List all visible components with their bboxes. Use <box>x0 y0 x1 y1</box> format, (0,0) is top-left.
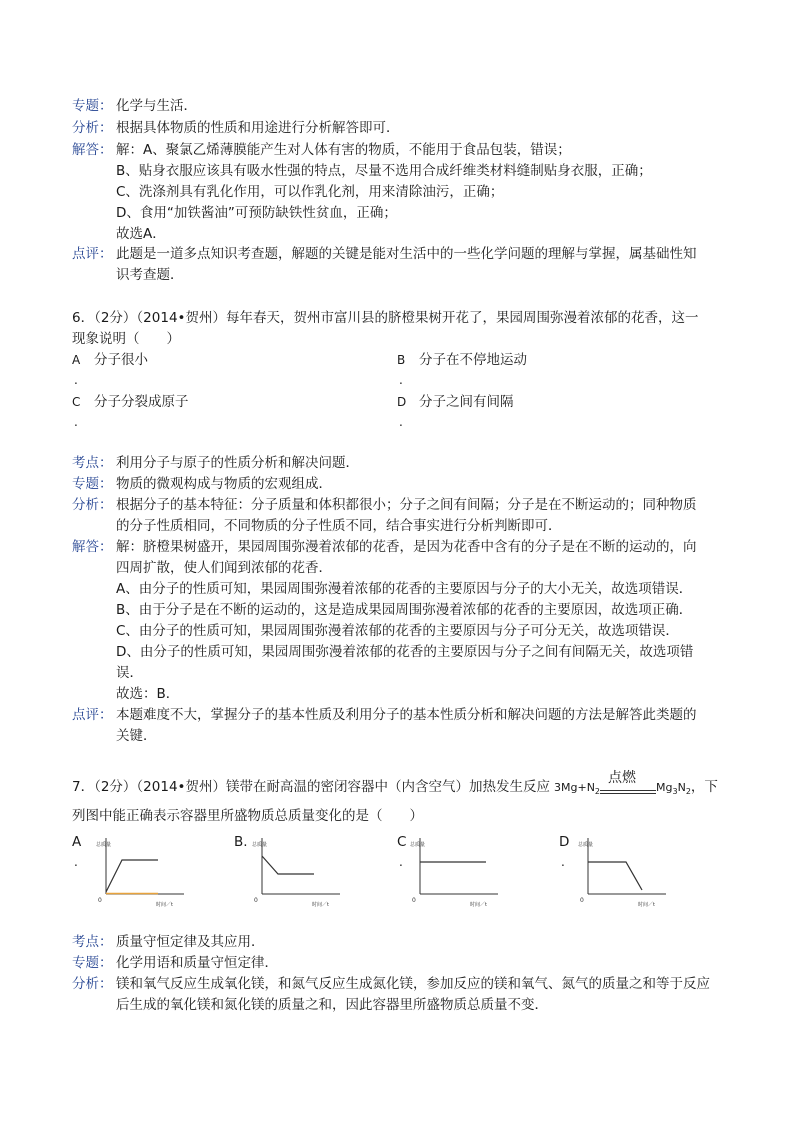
q6-option-d <box>397 392 514 412</box>
option-letter: B <box>397 353 406 367</box>
q7-stem-prefix: 7．（2分）（2014•贺州）镁带在耐高温的密闭容器中（内含空气）加热发生反应 <box>72 779 550 795</box>
eq-right-text: Mg <box>656 781 673 794</box>
q6-dianping-line-1: 关键． <box>116 728 157 744</box>
label-jieda: 解答： <box>72 142 113 158</box>
x-axis-label: 时间／t <box>312 902 329 908</box>
q7-fenxi-line-0: 镁和氧气反应生成氧化镁，和氮气反应生成氮化镁，参加反应的镁和氧气、氮气的质量之和等于反应 <box>116 976 710 992</box>
q7-option-a-letter: A <box>72 834 82 850</box>
option-dot: . <box>399 415 403 429</box>
option-dot: . <box>399 373 403 387</box>
eq-line-top <box>600 790 656 791</box>
q7-fenxi-row <box>72 974 732 994</box>
q6-fenxi-line-1: 的分子性质相同，不同物质的分子性质不同，结合事实进行分析判断即可． <box>116 518 562 534</box>
origin-label: 0 <box>412 897 416 904</box>
option-text: 分子之间有间隔 <box>419 394 514 410</box>
q6-jieda-line-4: C、由分子的性质可知，果园周围弥漫着浓郁的花香的主要原因与分子可分无关，故选项错误． <box>116 623 679 639</box>
q6-jieda-line-0: 解：脐橙果树盛开，果园周围弥漫着浓郁的花香，是因为花香中含有的分子是在不断的运动的，向 <box>116 539 697 555</box>
y-axis-label: 总质量 <box>96 842 112 848</box>
q6-dianping-row <box>72 705 732 725</box>
curve <box>106 860 158 892</box>
q6-fenxi-line-0: 根据分子的基本特征：分子质量和体积都很小；分子之间有间隔；分子是在不断运动的；同种物质 <box>116 497 697 513</box>
q7-stem-line-1: 列图中能正确表示容器里所盛物质总质量变化的是（ ） <box>72 808 423 824</box>
label-kaodian: 考点： <box>72 455 113 471</box>
q5-dianping-line-1: 识考查题． <box>116 267 184 283</box>
q6-option-c <box>72 392 189 412</box>
origin-label: 0 <box>580 897 584 904</box>
q6-zhuanti: 物质的微观构成与物质的宏观组成． <box>116 476 332 492</box>
eq-right-mid: N <box>677 781 686 794</box>
q7-zhuanti: 化学用语和质量守恒定律． <box>116 955 278 971</box>
eq-condition: 点燃 <box>608 770 637 787</box>
x-axis-label: 时间／t <box>156 902 173 908</box>
q7-stem-line-0 <box>72 770 732 802</box>
label-dianping: 点评： <box>72 707 113 723</box>
eq-line-bottom <box>600 793 656 794</box>
q7-fenxi-line-1: 后生成的氧化镁和氮化镁的质量之和，因此容器里所盛物质总质量不变． <box>116 997 548 1013</box>
q6-jieda-line-6: 误． <box>116 665 143 681</box>
q6-jieda-row <box>72 537 732 557</box>
option-dot: . <box>561 855 565 869</box>
q5-fenxi-row <box>72 118 732 138</box>
eq-right-sub2: 2 <box>685 787 691 797</box>
q7-option-b-letter: B. <box>234 834 248 850</box>
label-zhuanti: 专题： <box>72 955 113 971</box>
q7-stem-suffix: ，下 <box>690 779 718 795</box>
q6-jieda-line-2: A、由分子的性质可知，果园周围弥漫着浓郁的花香的主要原因与分子的大小无关，故选项错误． <box>116 581 693 597</box>
q5-zhuanti: 化学与生活． <box>116 98 197 114</box>
label-fenxi: 分析： <box>72 120 113 136</box>
q6-zhuanti-row <box>72 474 732 494</box>
label-dianping: 点评： <box>72 246 113 262</box>
q6-kaodian-row <box>72 453 732 473</box>
q6-jieda-line-1: 四周扩散，使人们闻到浓郁的花香． <box>116 560 332 576</box>
label-zhuanti: 专题： <box>72 476 113 492</box>
label-jieda: 解答： <box>72 539 113 555</box>
option-text: 分子在不停地运动 <box>419 352 527 368</box>
q6-jieda-line-5: D、由分子的性质可知，果园周围弥漫着浓郁的花香的主要原因与分子之间有间隔无关，故选项错 <box>116 644 694 660</box>
q6-option-a <box>72 350 148 370</box>
q7-eq-left <box>554 781 601 797</box>
q5-jieda-line-0: 解：A、聚氯乙烯薄膜能产生对人体有害的物质，不能用于食品包装，错误； <box>116 142 571 158</box>
q5-jieda-row <box>72 140 732 160</box>
q5-dianping-line-0: 此题是一道多点知识考查题，解题的关键是能对生活中的一些化学问题的理解与掌握，属基础性知 <box>116 246 697 262</box>
q7-eq-arrow <box>600 770 656 802</box>
eq-left-text: 3Mg+N <box>554 781 595 794</box>
label-fenxi: 分析： <box>72 976 113 992</box>
q6-fenxi-row <box>72 495 732 515</box>
x-axis-label: 时间／t <box>470 902 487 908</box>
option-dot: . <box>399 855 403 869</box>
q7-graph-c <box>410 834 502 910</box>
q6-stem-line-1: 现象说明（ ） <box>72 331 180 347</box>
q6-option-b <box>397 350 527 370</box>
label-zhuanti: 专题： <box>72 98 113 114</box>
option-text: 分子分裂成原子 <box>94 394 189 410</box>
q7-option-c-letter: C <box>397 834 407 850</box>
option-text: 分子很小 <box>94 352 148 368</box>
y-axis-label: 总质量 <box>578 842 594 848</box>
option-dot: . <box>74 373 78 387</box>
label-fenxi: 分析： <box>72 497 113 513</box>
option-dot: . <box>74 855 78 869</box>
label-kaodian: 考点： <box>72 934 113 950</box>
q5-dianping-row <box>72 244 732 264</box>
q5-jieda-line-1: B、贴身衣服应该具有吸水性强的特点，尽量不选用合成纤维类材料缝制贴身衣服，正确； <box>116 163 652 179</box>
q5-jieda-line-2: C、洗涤剂具有乳化作用，可以作乳化剂，用来清除油污，正确； <box>116 184 504 200</box>
eq-left-sub: 2 <box>594 787 601 797</box>
q7-graph-a <box>96 834 188 910</box>
q6-jieda-line-7: 故选：B． <box>116 686 180 702</box>
q7-graph-d <box>578 834 670 910</box>
y-axis-label: 总质量 <box>410 842 426 848</box>
option-letter: C <box>72 395 81 409</box>
q6-stem-line-0: 6．（2分）（2014•贺州）每年春天，贺州市富川县的脐橙果树开花了，果园周围弥漫着浓郁的花香，这一 <box>72 310 699 326</box>
q7-eq-right <box>656 781 691 797</box>
q7-kaodian: 质量守恒定律及其应用． <box>116 934 265 950</box>
option-letter: A <box>72 353 81 367</box>
q5-zhuanti-row <box>72 96 732 116</box>
q7-option-d-letter: D <box>559 834 570 850</box>
curve <box>262 856 314 874</box>
option-dot: . <box>74 415 78 429</box>
q5-fenxi: 根据具体物质的性质和用途进行分析解答即可． <box>116 120 400 136</box>
q7-zhuanti-row <box>72 953 732 973</box>
q7-kaodian-row <box>72 932 732 952</box>
q6-jieda-line-3: B、由于分子是在不断的运动的，这是造成果园周围弥漫着浓郁的花香的主要原因，故选项正确． <box>116 602 693 618</box>
q6-kaodian: 利用分子与原子的性质分析和解决问题． <box>116 455 359 471</box>
origin-label: 0 <box>98 897 102 904</box>
curve <box>588 862 642 890</box>
q5-jieda-line-4: 故选A． <box>116 226 166 242</box>
x-axis-label: 时间／t <box>638 902 655 908</box>
option-letter: D <box>397 395 407 409</box>
origin-label: 0 <box>254 897 258 904</box>
q6-dianping-line-0: 本题难度不大，掌握分子的基本性质及利用分子的基本性质分析和解决问题的方法是解答此类题的 <box>116 707 697 723</box>
y-axis-label: 总质量 <box>252 842 268 848</box>
q5-jieda-line-3: D、食用“加铁酱油”可预防缺铁性贫血，正确； <box>116 205 397 221</box>
eq-right-sub1: 3 <box>672 787 678 797</box>
q7-graph-b <box>252 834 344 910</box>
